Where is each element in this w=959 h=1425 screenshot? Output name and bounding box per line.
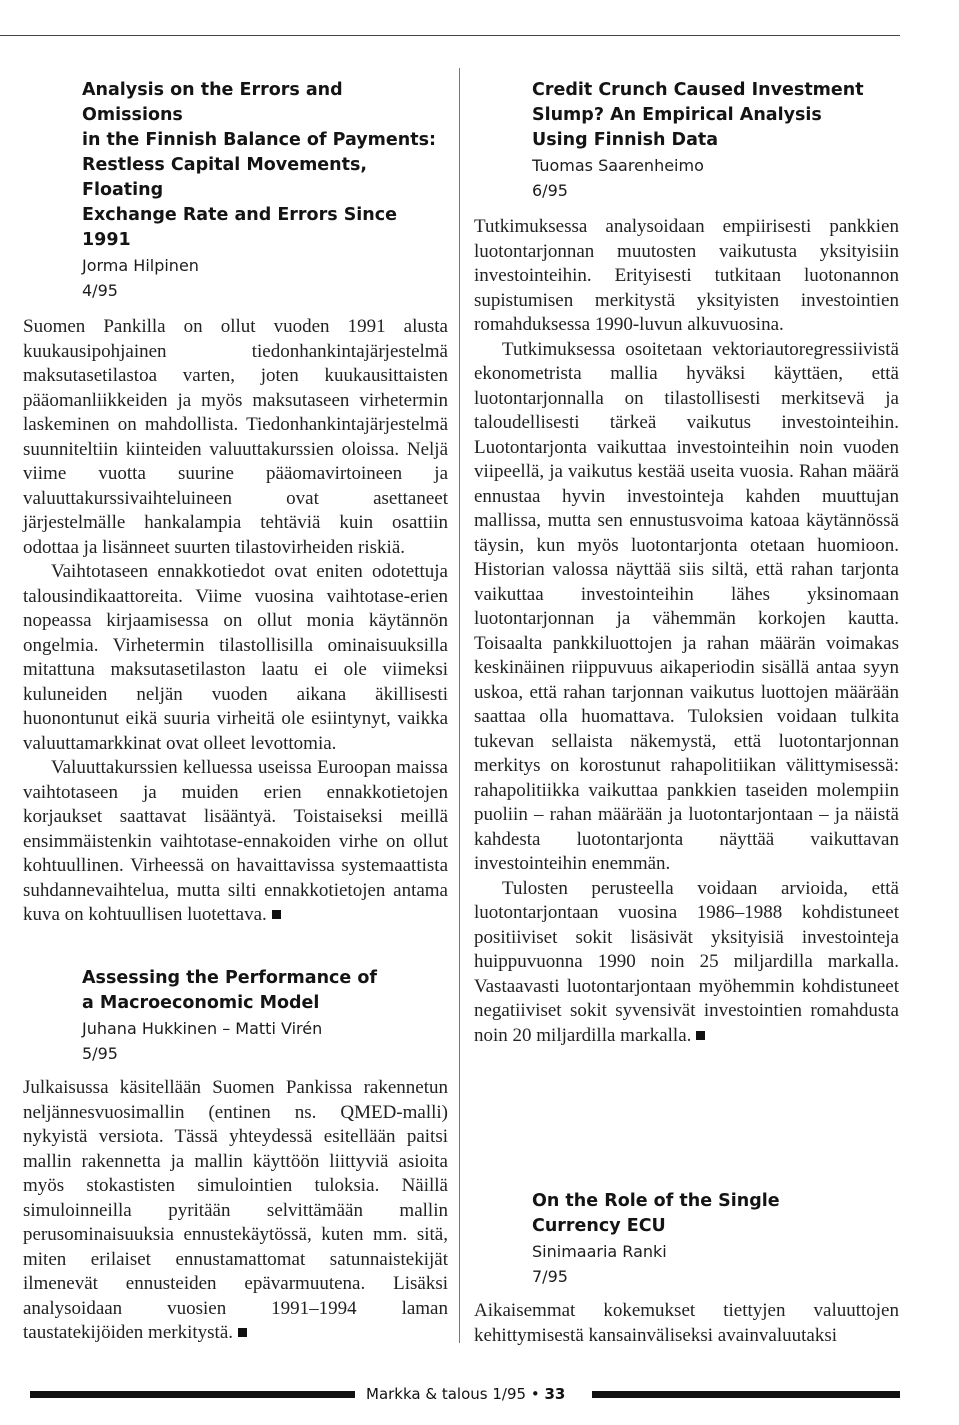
footer-text: [366, 1383, 586, 1405]
article-body: [23, 315, 448, 928]
end-mark-icon: [238, 1328, 247, 1337]
paragraph: Tutkimuksessa osoitetaan vektoriautoregressiivistä ekonometrista mallia hyväksi käyttäen, että luotontarjonnalla on tilastollisesti merkitsevä ja taloudellisesti tärkeä vaikutus investointeihin. Luotontarjonta vaikuttaa investointeihin noin vuoden viipeellä, ja vaikutus kestää useita vuosia. Rahan määrä ennustaa hyvin investointeja kahden muuttujan mallissa, mutta sen ennustusvoima katoaa käytännössä täysin, kun myös luotontarjonta otetaan huomioon. Historian valossa näyttää siis siltä, että rahan tarjonta vaikuttaa investointeihin lähes yksinomaan luotontarjonnan ja vähemmän korkojen kautta. Toisaalta pankkiluottojen ja rahan määrän voimakas keskinäinen riippuvuus aikaperiodin sisällä antaa syyn uskoa, että rahan tarjonnan vaikutus luottojen määrään saattaa olla huomattava. Tuloksien voidaan tulkita tukevan sellaista näkemystä, että luotontarjonnan merkitys on korostunut rahapolitiikan välittymisessä: rahapolitiikka vaikuttaa pankkien taseiden molempiin puoliin – rahan määrään ja luotontarjontaan – ja näistä kahdesta luotontarjonta näyttää vaikuttavan investointeihin enemmän.: [474, 338, 899, 874]
article-issue: 5/95: [82, 1044, 118, 1063]
page-number: 33: [544, 1385, 566, 1403]
paragraph: Aikaisemmat kokemukset tiettyjen valuuttojen kehittymisestä kansainväliseksi avainvaluutaksi: [474, 1300, 899, 1346]
article-issue: 4/95: [82, 281, 118, 300]
article-body: [23, 1076, 448, 1346]
paragraph: Vaihtotaseen ennakkotiedot ovat eniten odotettuja talousindikaattoreita. Viime vuosina vaihtotase-erien nopeassa kirjaamisessa on ollut monia käytännön ongelmia. Virhetermin tilastollisilla ominaisuuksilla mitattuna maksutasetilaston laatu ei ole viimeksi kuluneiden neljän vuoden aikana äkillisesti huonontunut eikä suuria virheitä ole esiintynyt, vaikka valuuttamarkkinat ovat olleet levottomia.: [23, 561, 448, 754]
article-title: On the Role of the Single Currency ECU: [532, 1191, 780, 1236]
paragraph: Valuuttakurssien kelluessa useissa Euroopan maissa vaihtotaseen ja muiden erien ennakkotietojen korjaukset saattavat lisääntyä. Toistaiseksi meillä ensimmäistenkin vaihtotase-ennakoiden virhe on ollut kohtuullinen. Virheessä on havaittavissa systemaattista suhdannevaihtelua, mutta silti ennakkotietojen antama kuva on kohtuullisen luotettava.: [23, 757, 448, 925]
article-issue: 7/95: [532, 1267, 568, 1286]
article-title: Analysis on the Errors and Omissions in the Finnish Balance of Payments: Restless Capital Movements, Floating Exchange Rate and Errors Since 1991: [82, 80, 437, 250]
footer-bar-right: [592, 1391, 900, 1398]
top-rule: [0, 35, 900, 36]
column-divider: [459, 68, 460, 1343]
paragraph: Julkaisussa käsitellään Suomen Pankissa rakennetun neljännesvuosimallin (entinen ns. QMED-malli) nykyistä versiota. Tässä yhteydessä esitellään paitsi mallin rakennetta ja mallin käyttöön liittyviä asioita myös stokastisten simulointien tuloksia. Näillä simuloinneilla pyritään selvittämään mallin perusominaisuuksia ennustekäytössä, kuten mm. sitä, miten erilaiset ennustamattomat satunnaistekijät ilmenevät ennusteiden epävarmuutena. Lisäksi analysoidaan vuosien 1991–1994 laman taustatekijöiden merkitystä.: [23, 1077, 448, 1343]
article-author: Sinimaaria Ranki: [532, 1242, 667, 1261]
footer-separator: •: [530, 1385, 540, 1403]
paragraph: Tulosten perusteella voidaan arvioida, että luotontarjontaan vuosina 1986–1988 kohdistuneet positiiviset sokit lisäsivät yksityisiä investointeja huippuvuonna 1990 noin 25 miljardilla markalla. Vastaavasti luotontarjontaan myöhemmin kohdistuneet negatiiviset sokit syvensivät investointien romahdusta noin 20 miljardilla markalla.: [474, 877, 899, 1046]
article-body: [474, 215, 899, 1048]
article-ecu: [474, 1189, 899, 1348]
article-author: Jorma Hilpinen: [82, 256, 199, 275]
footer-bar-left: [30, 1391, 355, 1398]
page-footer: [0, 1383, 959, 1405]
article-title: Assessing the Performance of a Macroeconomic Model: [82, 968, 378, 1013]
paragraph: Suomen Pankilla on ollut vuoden 1991 alusta kuukausipohjainen tiedonhankintajärjestelmä maksutasetilastoa varten, joten kuukausittaisten pääomanliikkeiden ja myös maksutaseen virhetermin laskeminen on mahdollista. Tiedonhankintajärjestelmä suunniteltiin kiinteiden valuuttakurssien oloissa. Neljä viime vuotta suurine pääomavirtoineen ja valuuttakurssivaihteluineen ovat asettaneet järjestelmälle hankalampia tehtäviä kuin osattiin odottaa ja lisänneet suurten tilastovirheiden riskiä.: [23, 316, 448, 558]
article-errors-omissions: [23, 78, 448, 928]
article-title: Credit Crunch Caused Investment Slump? An Empirical Analysis Using Finnish Data: [532, 80, 864, 150]
end-mark-icon: [696, 1031, 705, 1040]
paragraph: Tutkimuksessa analysoidaan empiirisesti pankkien luotontarjonnan muutosten vaikutusta yksityisiin investointeihin. Erityisesti tutkitaan luotonannon supistumisen merkitystä yksityisten investointien romahduksessa 1990-luvun alkuvuosina.: [474, 216, 899, 335]
article-body: [474, 1299, 899, 1348]
article-issue: 6/95: [532, 181, 568, 200]
publication-name: Markka & talous 1/95: [366, 1385, 527, 1403]
article-macroeconomic-model: [23, 966, 448, 1346]
article-author: Tuomas Saarenheimo: [532, 156, 704, 175]
end-mark-icon: [272, 910, 281, 919]
article-credit-crunch: [474, 78, 899, 1048]
article-author: Juhana Hukkinen – Matti Virén: [82, 1019, 323, 1038]
